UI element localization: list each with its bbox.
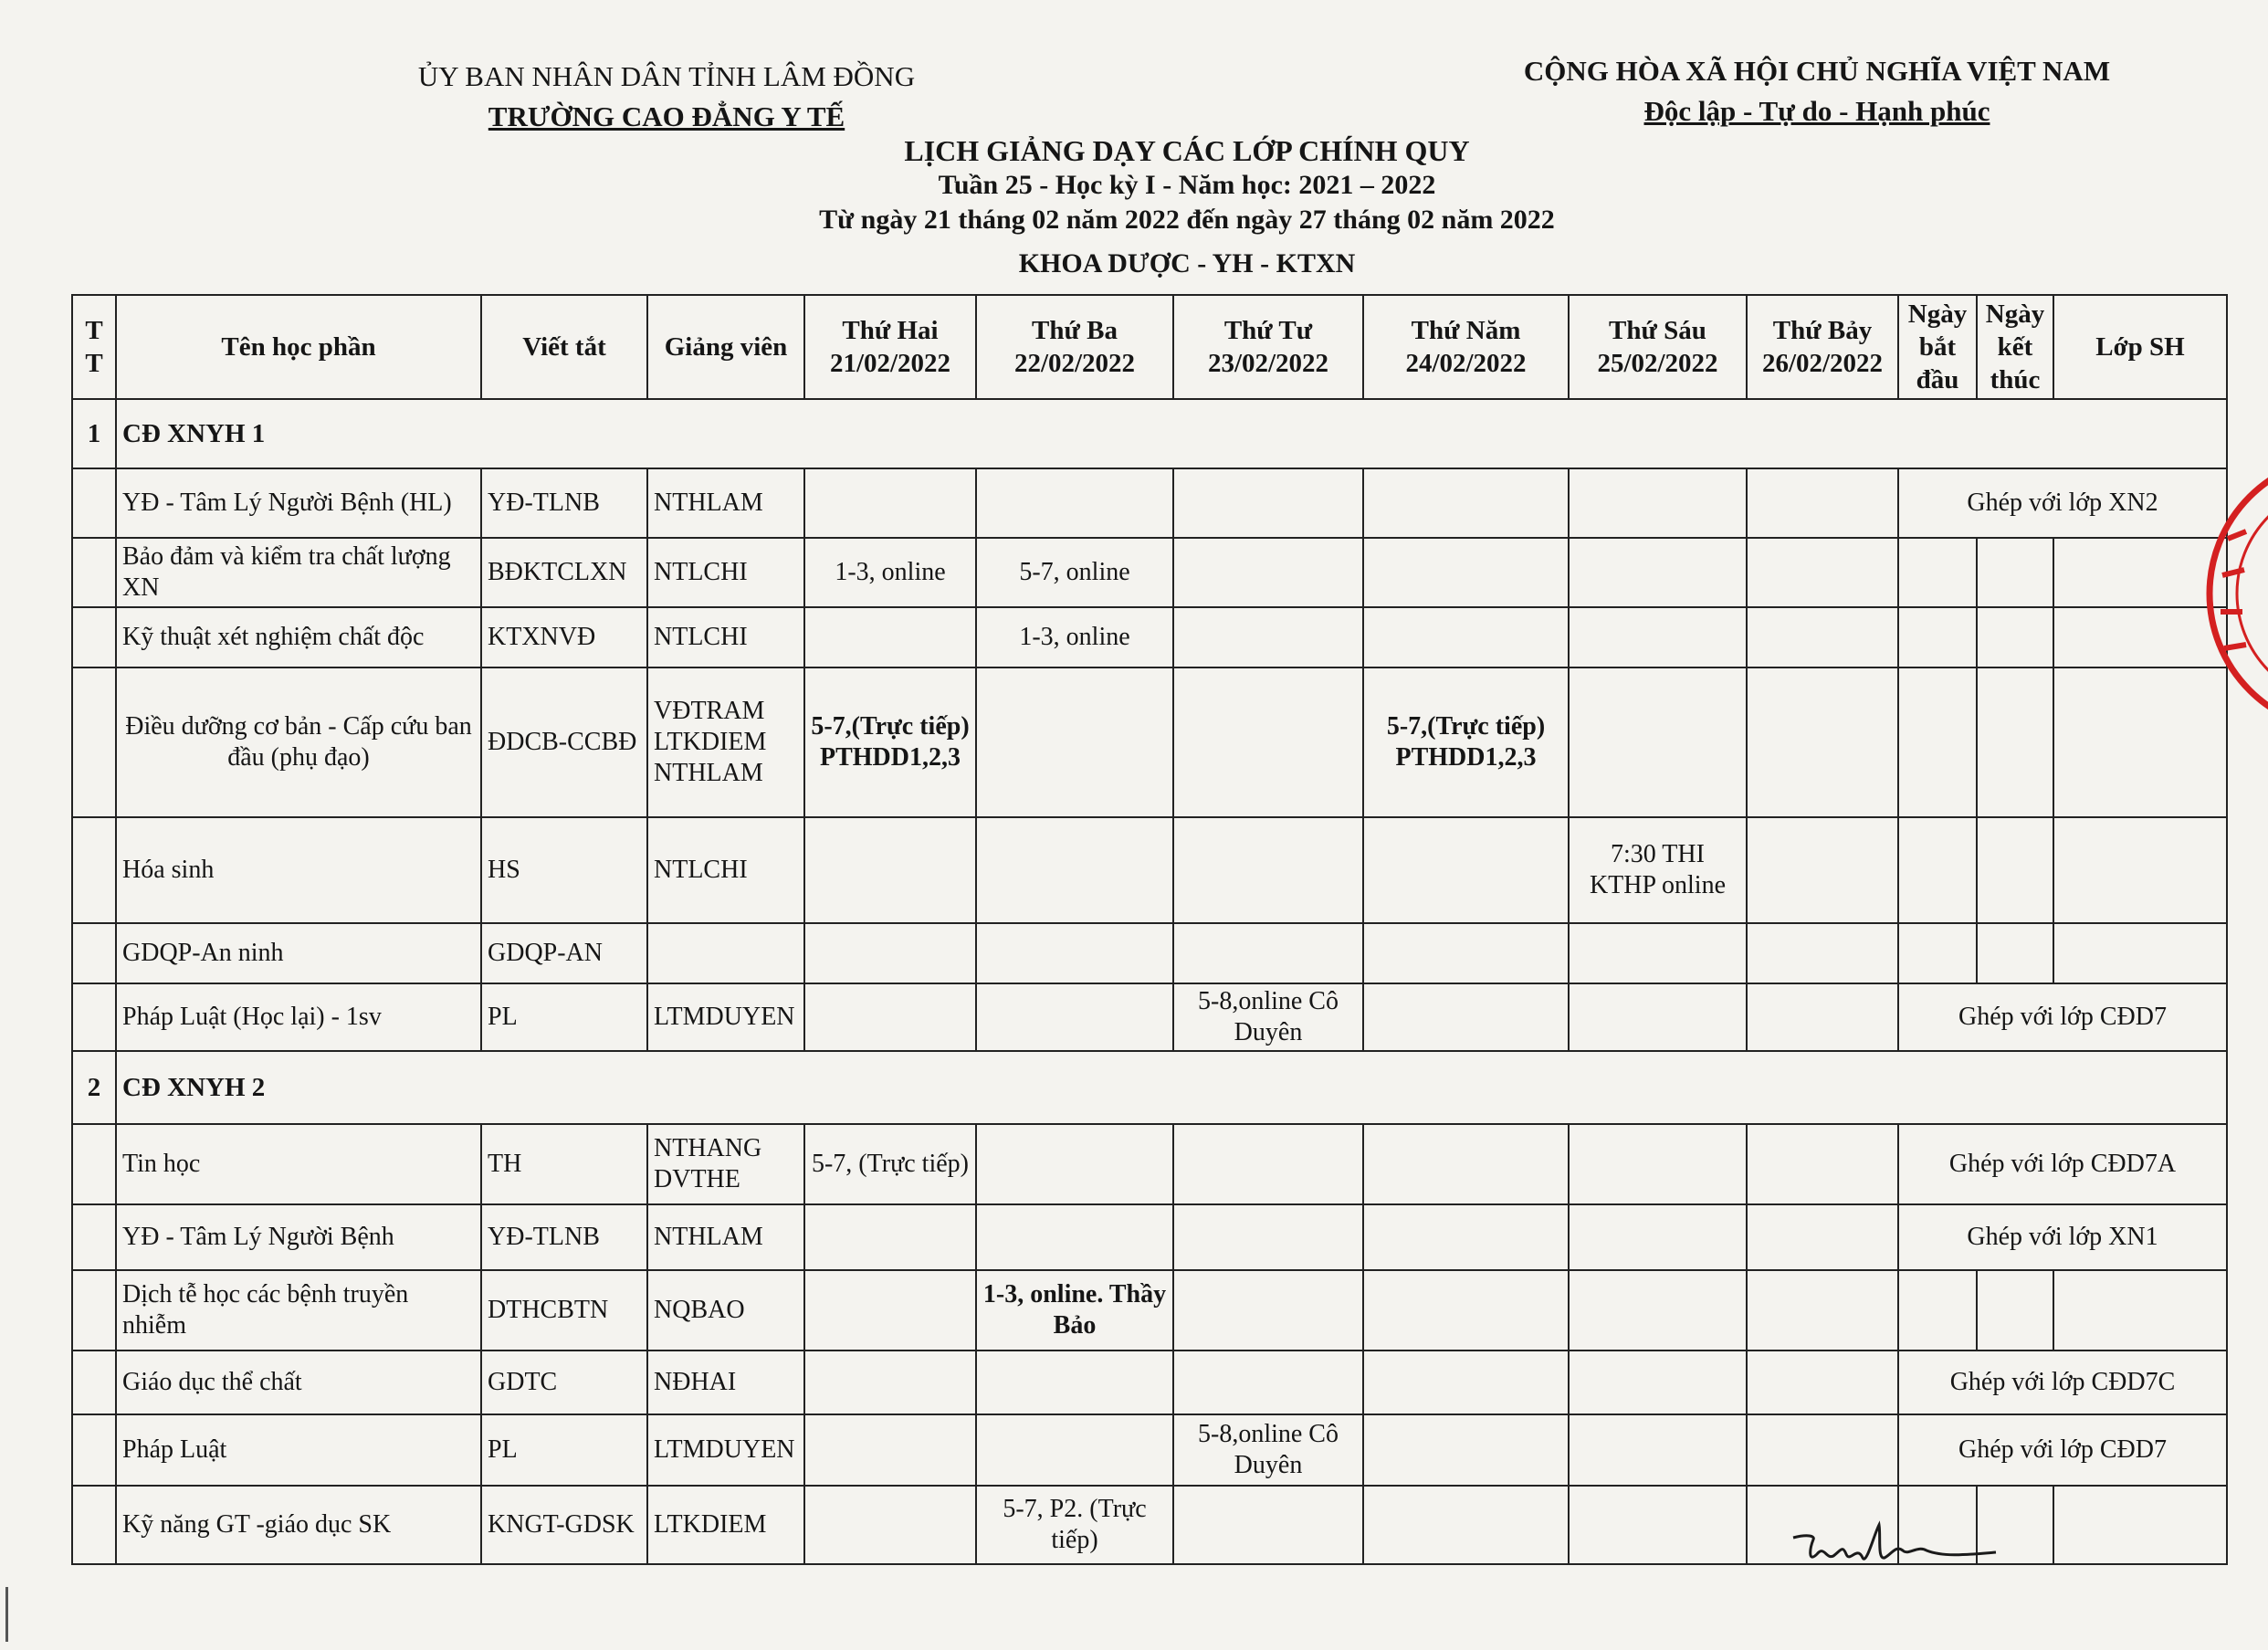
abbr-cell: PL <box>481 983 647 1051</box>
teacher-cell: NĐHAI <box>647 1350 804 1414</box>
start-date-cell <box>1898 538 1977 607</box>
teacher-cell: NTHLAM <box>647 468 804 538</box>
subject-cell: Bảo đảm và kiểm tra chất lượng XN <box>116 538 481 607</box>
merged-class-note: Ghép với lớp CĐD7 <box>1898 1414 2227 1486</box>
table-header <box>72 295 2227 399</box>
thu-cell <box>1363 1204 1569 1270</box>
tue-cell <box>976 817 1173 923</box>
school-name: TRƯỜNG CAO ĐẲNG Y TẾ <box>488 100 845 132</box>
mon-cell <box>804 1270 976 1350</box>
row-tt <box>72 1124 116 1204</box>
department-title: KHOA DƯỢC - YH - KTXN <box>1018 248 1356 279</box>
wed-cell <box>1173 1350 1363 1414</box>
thu-cell <box>1363 1124 1569 1204</box>
mon-cell: 5-7, (Trực tiếp) <box>804 1124 976 1204</box>
abbr-cell: KNGT-GDSK <box>481 1486 647 1564</box>
teacher-cell: LTMDUYEN <box>647 983 804 1051</box>
subject-cell: Giáo dục thể chất <box>116 1350 481 1414</box>
tue-cell <box>976 667 1173 817</box>
teacher-cell <box>647 923 804 983</box>
col-tt: T T <box>72 295 116 399</box>
row-tt <box>72 1270 116 1350</box>
end-date-cell <box>1977 607 2053 667</box>
group-row <box>72 1051 2227 1124</box>
row-tt <box>72 667 116 817</box>
wed-cell <box>1173 468 1363 538</box>
fri-cell <box>1569 1350 1747 1414</box>
table-body <box>72 399 2227 1564</box>
mon-cell: 5-7,(Trực tiếp) PTHDD1,2,3 <box>804 667 976 817</box>
mon-cell <box>804 1414 976 1486</box>
merged-class-note: Ghép với lớp CĐD7A <box>1898 1124 2227 1204</box>
tue-cell <box>976 468 1173 538</box>
table-row <box>72 817 2227 923</box>
abbr-cell: GDTC <box>481 1350 647 1414</box>
subject-cell: Pháp Luật <box>116 1414 481 1486</box>
col-wed: Thứ Tư 23/02/2022 <box>1173 295 1363 399</box>
mon-cell <box>804 923 976 983</box>
tue-cell: 5-7, online <box>976 538 1173 607</box>
fri-cell <box>1569 1124 1747 1204</box>
thu-cell <box>1363 1414 1569 1486</box>
abbr-cell: DTHCBTN <box>481 1270 647 1350</box>
tue-cell <box>976 1204 1173 1270</box>
wed-cell <box>1173 1124 1363 1204</box>
mon-cell: 1-3, online <box>804 538 976 607</box>
sat-cell <box>1747 817 1898 923</box>
table-row <box>72 1124 2227 1204</box>
title-line2: Tuần 25 - Học kỳ I - Năm học: 2021 – 2022 <box>938 170 1436 200</box>
mon-cell <box>804 1486 976 1564</box>
row-tt <box>72 1414 116 1486</box>
mon-cell <box>804 607 976 667</box>
thu-cell <box>1363 538 1569 607</box>
merged-class-note: Ghép với lớp CĐD7C <box>1898 1350 2227 1414</box>
row-tt <box>72 607 116 667</box>
issuer-line2 <box>393 97 940 137</box>
tue-cell: 5-7, P2. (Trực tiếp) <box>976 1486 1173 1564</box>
mon-cell <box>804 468 976 538</box>
wed-cell <box>1173 538 1363 607</box>
thu-cell <box>1363 1270 1569 1350</box>
start-date-cell <box>1898 607 1977 667</box>
end-date-cell <box>1977 1270 2053 1350</box>
national-motto-title: CỘNG HÒA XÃ HỘI CHỦ NGHĨA VIỆT NAM <box>1523 55 2111 87</box>
wed-cell: 5-8,online Cô Duyên <box>1173 983 1363 1051</box>
signature-icon <box>1790 1518 2000 1582</box>
start-date-cell <box>1898 817 1977 923</box>
row-tt <box>72 817 116 923</box>
table-row <box>72 923 2227 983</box>
abbr-cell: YĐ-TLNB <box>481 1204 647 1270</box>
thu-cell <box>1363 1486 1569 1564</box>
thu-cell <box>1363 468 1569 538</box>
row-tt <box>72 468 116 538</box>
table-row <box>72 1270 2227 1350</box>
teacher-cell: VĐTRAM LTKDIEM NTHLAM <box>647 667 804 817</box>
fri-cell <box>1569 983 1747 1051</box>
col-teacher: Giảng viên <box>647 295 804 399</box>
abbr-cell: HS <box>481 817 647 923</box>
end-date-cell <box>1977 817 2053 923</box>
teacher-cell: NTLCHI <box>647 817 804 923</box>
teacher-cell: LTMDUYEN <box>647 1414 804 1486</box>
title-line3: Từ ngày 21 tháng 02 năm 2022 đến ngày 27 tháng 02 năm 2022 <box>819 205 1555 235</box>
scan-edge-mark <box>5 1587 8 1642</box>
wed-cell <box>1173 817 1363 923</box>
thu-cell <box>1363 923 1569 983</box>
group-name: CĐ XNYH 2 <box>116 1051 2227 1124</box>
subject-cell: YĐ - Tâm Lý Người Bệnh <box>116 1204 481 1270</box>
sat-cell <box>1747 607 1898 667</box>
start-date-cell <box>1898 667 1977 817</box>
row-tt <box>72 923 116 983</box>
row-tt <box>72 1350 116 1414</box>
thu-cell <box>1363 983 1569 1051</box>
abbr-cell: TH <box>481 1124 647 1204</box>
teacher-cell: NTHLAM <box>647 1204 804 1270</box>
issuer-line1: ỦY BAN NHÂN DÂN TỈNH LÂM ĐỒNG <box>417 60 916 92</box>
tue-cell <box>976 1124 1173 1204</box>
mon-cell <box>804 1204 976 1270</box>
fri-cell <box>1569 667 1747 817</box>
sat-cell <box>1747 538 1898 607</box>
teacher-cell: NTHANG DVTHE <box>647 1124 804 1204</box>
col-fri: Thứ Sáu 25/02/2022 <box>1569 295 1747 399</box>
wed-cell <box>1173 1486 1363 1564</box>
class-cell <box>2053 923 2227 983</box>
mon-cell <box>804 983 976 1051</box>
subject-cell: GDQP-An ninh <box>116 923 481 983</box>
group-row <box>72 399 2227 468</box>
col-thu: Thứ Năm 24/02/2022 <box>1363 295 1569 399</box>
mon-cell <box>804 1350 976 1414</box>
wed-cell: 5-8,online Cô Duyên <box>1173 1414 1363 1486</box>
fri-cell: 7:30 THI KTHP online <box>1569 817 1747 923</box>
row-tt <box>72 1204 116 1270</box>
subject-cell: Kỹ thuật xét nghiệm chất độc <box>116 607 481 667</box>
document-title <box>639 133 1735 281</box>
subject-cell: YĐ - Tâm Lý Người Bệnh (HL) <box>116 468 481 538</box>
group-number: 1 <box>72 399 116 468</box>
tue-cell: 1-3, online <box>976 607 1173 667</box>
merged-class-note: Ghép với lớp XN2 <box>1898 468 2227 538</box>
sat-cell <box>1747 1204 1898 1270</box>
col-mon: Thứ Hai 21/02/2022 <box>804 295 976 399</box>
table-row <box>72 1414 2227 1486</box>
wed-cell <box>1173 923 1363 983</box>
start-date-cell <box>1898 923 1977 983</box>
teacher-cell: NQBAO <box>647 1270 804 1350</box>
abbr-cell: YĐ-TLNB <box>481 468 647 538</box>
end-date-cell <box>1977 538 2053 607</box>
table-row <box>72 468 2227 538</box>
tue-cell: 1-3, online. Thầy Bảo <box>976 1270 1173 1350</box>
fri-cell <box>1569 1414 1747 1486</box>
teacher-cell: NTLCHI <box>647 538 804 607</box>
table-row <box>72 983 2227 1051</box>
row-tt <box>72 538 116 607</box>
end-date-cell <box>1977 667 2053 817</box>
merged-class-note: Ghép với lớp CĐD7 <box>1898 983 2227 1051</box>
abbr-cell: PL <box>481 1414 647 1486</box>
schedule-table <box>71 294 2228 1565</box>
fri-cell <box>1569 1270 1747 1350</box>
wed-cell <box>1173 1270 1363 1350</box>
subject-cell: Dịch tễ học các bệnh truyền nhiễm <box>116 1270 481 1350</box>
header-row <box>72 295 2227 399</box>
class-cell <box>2053 1486 2227 1564</box>
sat-cell <box>1747 1414 1898 1486</box>
sat-cell <box>1747 923 1898 983</box>
issuer-header <box>393 57 940 137</box>
group-number: 2 <box>72 1051 116 1124</box>
teacher-cell: LTKDIEM <box>647 1486 804 1564</box>
wed-cell <box>1173 607 1363 667</box>
col-tue: Thứ Ba 22/02/2022 <box>976 295 1173 399</box>
col-subject: Tên học phần <box>116 295 481 399</box>
sat-cell <box>1747 468 1898 538</box>
mon-cell <box>804 817 976 923</box>
sat-cell <box>1747 1270 1898 1350</box>
abbr-cell: GDQP-AN <box>481 923 647 983</box>
fri-cell <box>1569 923 1747 983</box>
national-motto: Độc lập - Tự do - Hạnh phúc <box>1643 95 1990 127</box>
wed-cell <box>1173 667 1363 817</box>
fri-cell <box>1569 607 1747 667</box>
col-start: Ngày bắt đầu <box>1898 295 1977 399</box>
col-end: Ngày kết thúc <box>1977 295 2053 399</box>
table-row <box>72 1350 2227 1414</box>
subject-cell: Tin học <box>116 1124 481 1204</box>
fri-cell <box>1569 1486 1747 1564</box>
sat-cell <box>1747 983 1898 1051</box>
col-class: Lớp SH <box>2053 295 2227 399</box>
thu-cell <box>1363 607 1569 667</box>
table-row <box>72 538 2227 607</box>
tue-cell <box>976 983 1173 1051</box>
class-cell <box>2053 817 2227 923</box>
wed-cell <box>1173 1204 1363 1270</box>
start-date-cell <box>1898 1270 1977 1350</box>
abbr-cell: BĐKTCLXN <box>481 538 647 607</box>
tue-cell <box>976 923 1173 983</box>
abbr-cell: KTXNVĐ <box>481 607 647 667</box>
subject-cell: Pháp Luật (Học lại) - 1sv <box>116 983 481 1051</box>
col-abbr: Viết tắt <box>481 295 647 399</box>
title-line1: LỊCH GIẢNG DẠY CÁC LỚP CHÍNH QUY <box>904 134 1470 167</box>
merged-class-note: Ghép với lớp XN1 <box>1898 1204 2227 1270</box>
group-name: CĐ XNYH 1 <box>116 399 2227 468</box>
fri-cell <box>1569 538 1747 607</box>
end-date-cell <box>1977 923 2053 983</box>
row-tt <box>72 983 116 1051</box>
fri-cell <box>1569 1204 1747 1270</box>
class-cell <box>2053 1270 2227 1350</box>
national-line1 <box>1452 51 2182 91</box>
fri-cell <box>1569 468 1747 538</box>
sat-cell <box>1747 667 1898 817</box>
subject-cell: Kỹ năng GT -giáo dục SK <box>116 1486 481 1564</box>
col-sat: Thứ Bảy 26/02/2022 <box>1747 295 1898 399</box>
table-row <box>72 607 2227 667</box>
national-header <box>1452 51 2182 131</box>
sat-cell <box>1747 1350 1898 1414</box>
teacher-cell: NTLCHI <box>647 607 804 667</box>
table-row <box>72 1204 2227 1270</box>
red-seal-stamp-icon <box>2191 475 2268 712</box>
thu-cell <box>1363 1350 1569 1414</box>
tue-cell <box>976 1350 1173 1414</box>
table-row <box>72 667 2227 817</box>
sat-cell <box>1747 1124 1898 1204</box>
subject-cell: Hóa sinh <box>116 817 481 923</box>
national-line2 <box>1452 91 2182 131</box>
row-tt <box>72 1486 116 1564</box>
subject-cell: Điều dưỡng cơ bản - Cấp cứu ban đầu (phụ đạo) <box>116 667 481 817</box>
thu-cell: 5-7,(Trực tiếp) PTHDD1,2,3 <box>1363 667 1569 817</box>
thu-cell <box>1363 817 1569 923</box>
tue-cell <box>976 1414 1173 1486</box>
abbr-cell: ĐDCB-CCBĐ <box>481 667 647 817</box>
